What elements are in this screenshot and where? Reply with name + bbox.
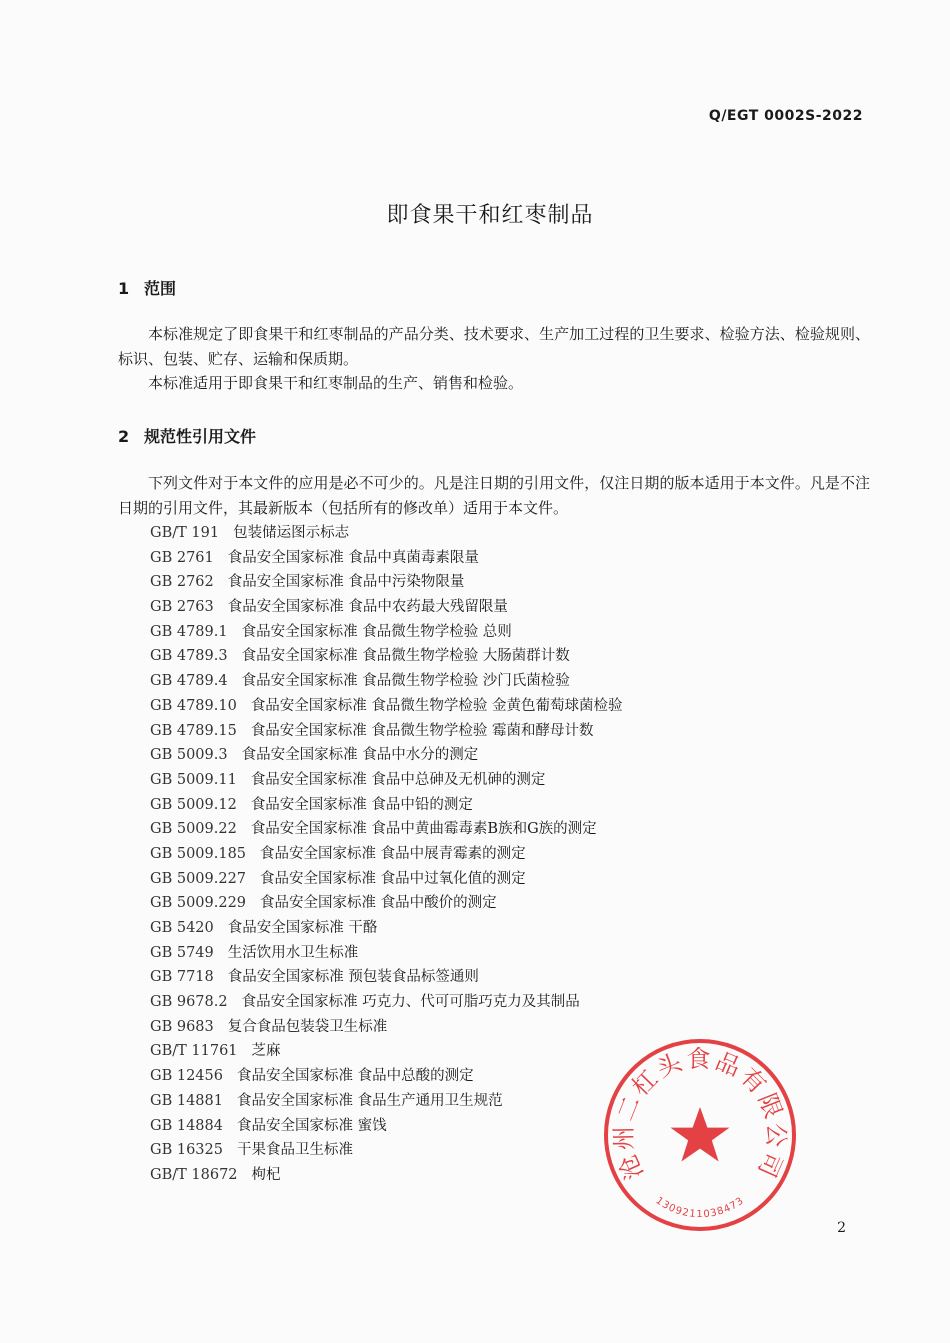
reference-title: 食品安全国家标准 食品中总砷及无机砷的测定	[250, 771, 546, 788]
reference-title: 食品安全国家标准 食品中展青霉素的测定	[260, 845, 526, 862]
company-seal	[600, 1035, 800, 1235]
document-title: 即食果干和红枣制品	[386, 203, 594, 228]
paragraph: 本标准规定了即食果干和红枣制品的产品分类、技术要求、生产加工过程的卫生要求、检验方法、检验规则、标识、包装、贮存、运输和保质期。	[118, 325, 870, 368]
reference-item	[150, 644, 623, 669]
section-title: 规范性引用文件	[144, 427, 257, 446]
reference-title: 食品安全国家标准 食品中总酸的测定	[236, 1068, 474, 1085]
reference-title: 食品安全国家标准 食品微生物学检验 沙门氏菌检验	[241, 673, 570, 690]
reference-item	[150, 1114, 623, 1139]
section-heading-scope	[118, 276, 176, 299]
reference-title: 食品安全国家标准 食品微生物学检验 金黄色葡萄球菌检验	[250, 697, 623, 714]
reference-title: 食品安全国家标准 巧克力、代可可脂巧克力及其制品	[241, 994, 580, 1011]
reference-item	[150, 1064, 623, 1089]
reference-item	[150, 546, 623, 571]
reference-title: 食品安全国家标准 食品微生物学检验 大肠菌群计数	[241, 648, 570, 665]
reference-code: GB 2763	[150, 599, 214, 616]
reference-code: GB/T 18672	[150, 1166, 238, 1183]
reference-code: GB 4789.15	[150, 722, 237, 739]
reference-item	[150, 867, 623, 892]
section-number: 2	[118, 427, 130, 446]
reference-item	[150, 694, 623, 719]
reference-title: 食品安全国家标准 食品中酸价的测定	[260, 895, 497, 912]
document-code: Q/EGT 0002S-2022	[708, 108, 863, 124]
star-icon	[671, 1107, 730, 1162]
reference-title: 食品安全国家标准 食品生产通用卫生规范	[236, 1092, 503, 1109]
reference-code: GB 14881	[150, 1092, 223, 1109]
reference-item	[150, 1089, 623, 1114]
reference-title: 食品安全国家标准 食品中污染物限量	[227, 574, 465, 591]
reference-code: GB 2762	[150, 574, 214, 591]
reference-code: GB 9683	[150, 1018, 214, 1035]
section-heading-normative-references	[118, 424, 256, 447]
reference-code: GB 5009.22	[150, 821, 237, 838]
reference-item	[150, 1138, 623, 1163]
reference-code: GB 16325	[150, 1142, 223, 1159]
reference-item	[150, 1015, 623, 1040]
reference-code: GB/T 191	[150, 525, 220, 541]
reference-code: GB 5009.11	[150, 771, 237, 788]
reference-item	[150, 768, 623, 793]
reference-code: GB 5009.3	[150, 747, 228, 764]
reference-title: 食品安全国家标准 食品中铅的测定	[250, 796, 473, 813]
reference-code: GB 5009.12	[150, 796, 237, 813]
scope-body	[118, 322, 870, 396]
reference-code: GB 14884	[150, 1117, 223, 1134]
reference-item	[150, 620, 623, 645]
reference-title: 食品安全国家标准 食品中农药最大残留限量	[227, 599, 508, 616]
reference-item	[150, 1163, 623, 1188]
reference-item	[150, 743, 623, 768]
reference-title: 生活饮用水卫生标准	[227, 944, 359, 961]
reference-code: GB 9678.2	[150, 994, 228, 1011]
reference-item	[150, 793, 623, 818]
reference-item	[150, 965, 623, 990]
reference-code: GB 5009.227	[150, 870, 247, 887]
reference-title: 食品安全国家标准 食品中过氧化值的测定	[260, 870, 526, 887]
reference-title: 食品安全国家标准 干酪	[227, 920, 378, 936]
reference-list	[150, 521, 623, 1188]
reference-title: 复合食品包装袋卫生标准	[227, 1018, 388, 1035]
reference-title: 干果食品卫生标准	[236, 1142, 353, 1159]
reference-title: 食品安全国家标准 预包装食品标签通则	[227, 969, 479, 986]
reference-title: 食品安全国家标准 食品中真菌毒素限量	[227, 549, 479, 566]
reference-code: GB 5009.185	[150, 845, 247, 862]
paragraph: 下列文件对于本文件的应用是必不可少的。凡是注日期的引用文件，仅注日期的版本适用于本文件。凡是不注日期的引用文件，其最新版本（包括所有的修改单）适用于本文件。	[118, 474, 870, 517]
reference-title: 枸杞	[251, 1166, 281, 1183]
reference-item	[150, 595, 623, 620]
reference-code: GB 4789.1	[150, 623, 228, 640]
reference-item	[150, 916, 623, 941]
reference-code: GB 5009.229	[150, 895, 247, 912]
reference-item	[150, 521, 623, 546]
reference-code: GB/T 11761	[150, 1043, 238, 1060]
reference-item	[150, 891, 623, 916]
references-intro	[118, 471, 870, 520]
reference-title: 包装储运图示标志	[233, 525, 350, 541]
reference-code: GB 5420	[150, 920, 214, 936]
reference-item	[150, 669, 623, 694]
reference-item	[150, 817, 623, 842]
paragraph: 本标准适用于即食果干和红枣制品的生产、销售和检验。	[148, 374, 524, 392]
reference-code: GB 5749	[150, 944, 214, 961]
reference-code: GB 4789.10	[150, 697, 237, 714]
reference-title: 食品安全国家标准 食品中黄曲霉毒素B族和G族的测定	[250, 821, 597, 838]
reference-title: 食品安全国家标准 食品中水分的测定	[241, 747, 479, 764]
reference-item	[150, 990, 623, 1015]
reference-title: 食品安全国家标准 蜜饯	[236, 1117, 387, 1134]
reference-title: 食品安全国家标准 食品微生物学检验 霉菌和酵母计数	[250, 722, 594, 739]
reference-item	[150, 941, 623, 966]
page-number: 2	[837, 1220, 846, 1236]
reference-item	[150, 570, 623, 595]
reference-item	[150, 719, 623, 744]
reference-code: GB 7718	[150, 969, 214, 986]
seal-number: 1309211038473	[653, 1195, 747, 1221]
reference-code: GB 12456	[150, 1068, 223, 1085]
reference-item	[150, 842, 623, 867]
section-number: 1	[118, 279, 130, 298]
reference-title: 食品安全国家标准 食品微生物学检验 总则	[241, 623, 512, 640]
section-title: 范围	[144, 279, 177, 298]
reference-item	[150, 1039, 623, 1064]
seal-name: 沧州二杠头食品有限公司	[609, 1045, 791, 1184]
reference-code: GB 4789.3	[150, 648, 228, 665]
reference-title: 芝麻	[251, 1043, 281, 1060]
reference-code: GB 4789.4	[150, 673, 228, 690]
reference-code: GB 2761	[150, 549, 214, 566]
